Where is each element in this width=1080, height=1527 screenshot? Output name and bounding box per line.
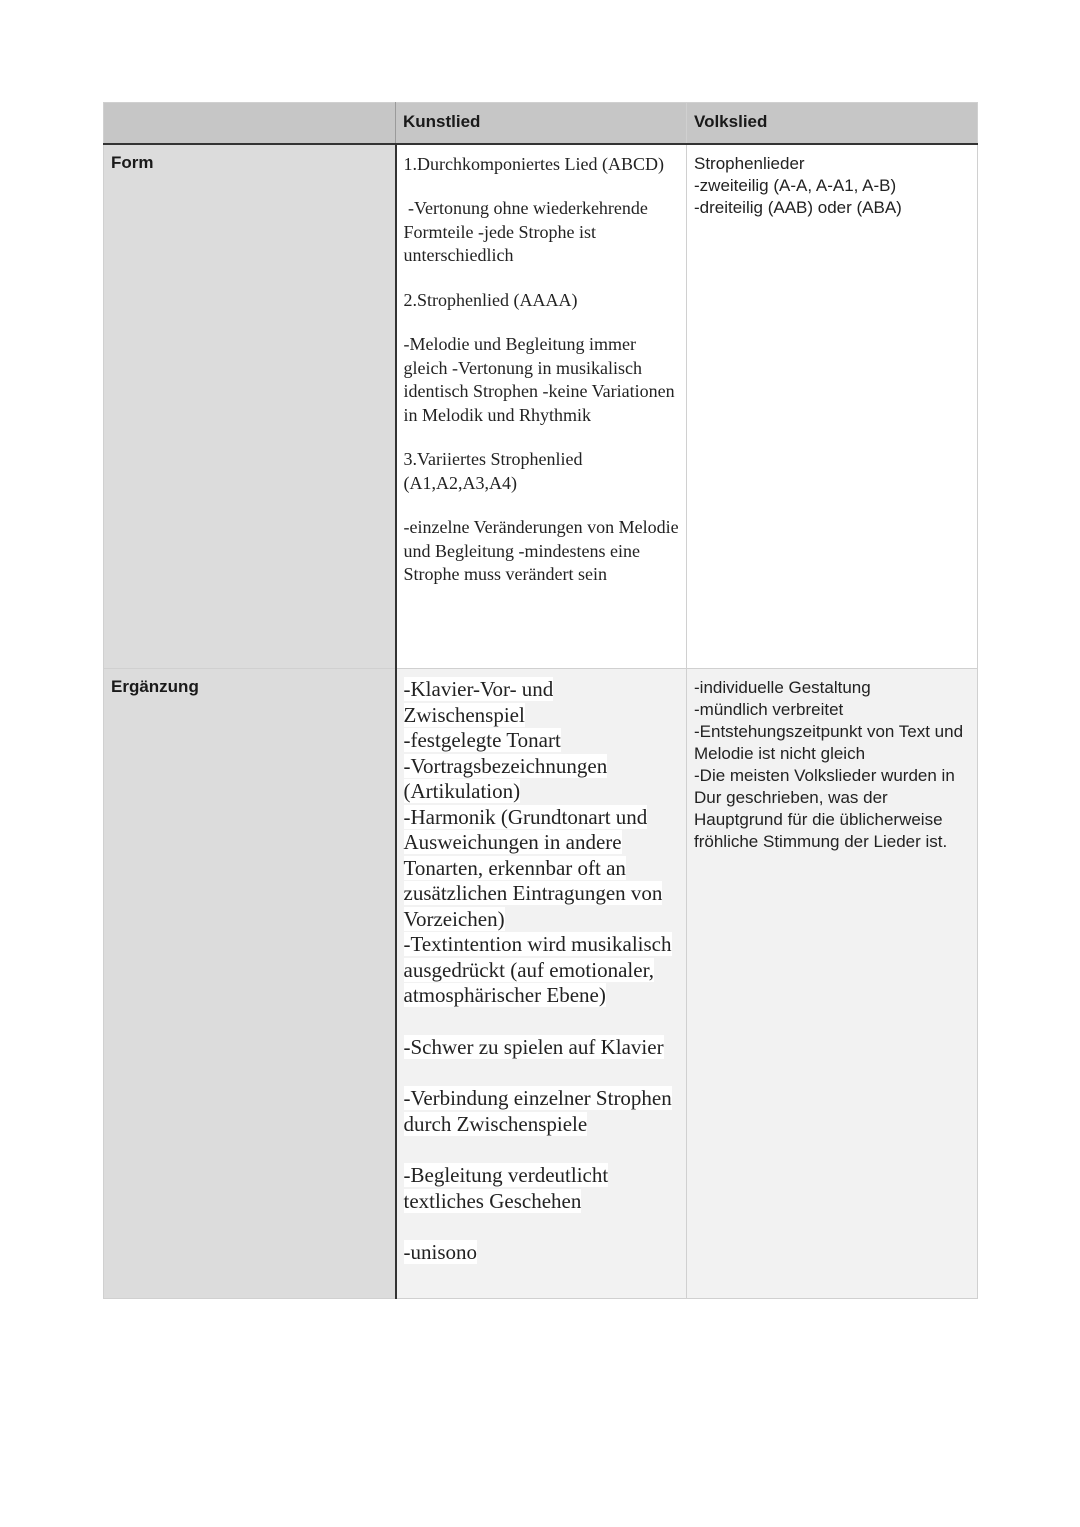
row-label-form: Form	[104, 144, 396, 669]
row-label-ergaenzung: Ergänzung	[104, 669, 396, 1299]
kunstlied-ergaenzung-item: -unisono	[403, 1240, 477, 1264]
table-row-form	[104, 144, 978, 669]
kunstlied-form-item: 1.Durchkomponiertes Lied (ABCD)	[403, 153, 664, 174]
volkslied-form-item: -dreiteilig (AAB) oder (ABA)	[694, 197, 902, 217]
kunstlied-ergaenzung-item: -Textintention wird musikalisch ausgedrückt (auf emotionaler, atmosphärischer Ebene)	[403, 932, 672, 1007]
header-empty-cell	[104, 103, 396, 144]
kunstlied-volkslied-table	[103, 102, 978, 1299]
kunstlied-ergaenzung-item: -Verbindung einzelner Strophen durch Zwischenspiele	[403, 1086, 672, 1136]
table-row-ergaenzung	[104, 669, 978, 1299]
volkslied-ergaenzung-item: -Die meisten Volkslieder wurden in Dur geschrieben, was der Hauptgrund für die üblicherweise fröhliche Stimmung der Lieder ist.	[694, 766, 955, 851]
header-volkslied: Volkslied	[687, 103, 978, 144]
kunstlied-ergaenzung-item: -Begleitung verdeutlicht textliches Geschehen	[403, 1163, 609, 1213]
kunstlied-form-item: -Vertonung ohne wiederkehrende Formteile -jede Strophe ist unterschiedlich	[403, 198, 653, 265]
cell-form-kunstlied	[396, 144, 687, 669]
header-row	[104, 103, 978, 144]
volkslied-form-item: -zweiteilig (A-A, A-A1, A-B)	[694, 175, 897, 195]
kunstlied-ergaenzung-item: -festgelegte Tonart	[403, 728, 561, 752]
cell-ergaenzung-volkslied	[687, 669, 978, 1299]
cell-form-volkslied	[687, 144, 978, 669]
kunstlied-ergaenzung-item: -Schwer zu spielen auf Klavier	[403, 1034, 664, 1059]
volkslied-ergaenzung-item: -Entstehungszeitpunkt von Text und Melodie ist nicht gleich	[694, 722, 964, 763]
volkslied-form-item: Strophenlieder	[694, 153, 805, 173]
kunstlied-form-item: 3.Variiertes Strophenlied (A1,A2,A3,A4)	[403, 449, 583, 493]
cell-ergaenzung-kunstlied	[396, 669, 687, 1299]
kunstlied-ergaenzung-item: -Harmonik (Grundtonart und Ausweichungen in andere Tonarten, erkennbar oft an zusätzlichen Eintragungen von Vorzeichen)	[403, 804, 663, 931]
comparison-table	[103, 102, 977, 1299]
kunstlied-form-item: -einzelne Veränderungen von Melodie und Begleitung -mindestens eine Strophe muss verändert sein	[403, 517, 679, 584]
header-kunstlied: Kunstlied	[396, 103, 687, 144]
kunstlied-form-item: 2.Strophenlied (AAAA)	[403, 289, 578, 310]
volkslied-ergaenzung-item: -individuelle Gestaltung	[694, 678, 871, 697]
kunstlied-ergaenzung-item: -Vortragsbezeichnungen (Artikulation)	[403, 753, 608, 803]
kunstlied-form-item: -Melodie und Begleitung immer gleich -Vertonung in musikalisch identisch Strophen -keine Variationen in Melodik und Rhythmik	[403, 334, 675, 425]
kunstlied-ergaenzung-item: -Klavier-Vor- und Zwischenspiel	[403, 677, 554, 727]
volkslied-ergaenzung-item: -mündlich verbreitet	[694, 700, 844, 719]
